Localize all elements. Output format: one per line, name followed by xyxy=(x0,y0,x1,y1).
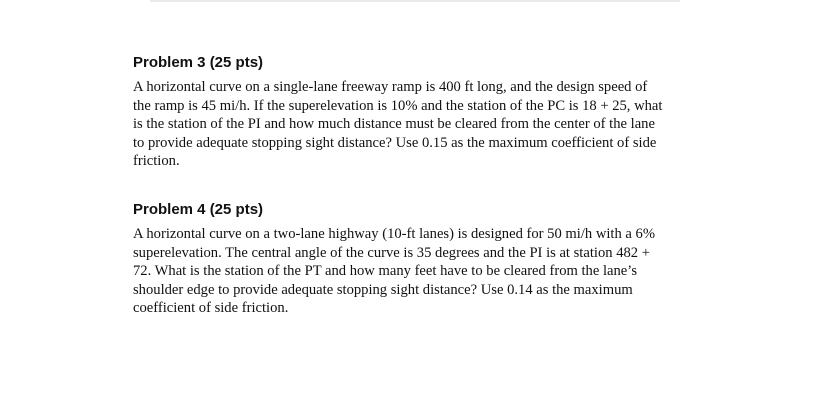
problem-4-line-1: A horizontal curve on a two-lane highway (10-ft lanes) is designed for 50 mi/h with a 6% xyxy=(133,226,655,242)
problem-4-line-2: superelevation. The central angle of the curve is 35 degrees and the PI is at station 482 + xyxy=(133,244,650,261)
problem-3 xyxy=(133,54,699,171)
problem-4-line-3: 72. What is the station of the PT and how many feet have to be cleared from the lane’s xyxy=(133,263,638,280)
problem-3-line-2: the ramp is 45 mi/h. If the superelevation is 10% and the station of the PC is 18 + 25, what xyxy=(133,97,663,114)
top-divider xyxy=(150,0,680,2)
problem-3-text xyxy=(133,78,699,171)
problem-4 xyxy=(133,201,699,318)
problem-3-heading: Problem 3 (25 pts) xyxy=(133,54,264,71)
problem-4-line-4: shoulder edge to provide adequate stopping sight distance? Use 0.14 as the maximum xyxy=(133,281,633,298)
problem-4-text xyxy=(133,225,699,318)
problem-3-line-3: is the station of the PI and how much distance must be cleared from the center of the lane xyxy=(133,116,655,133)
problem-4-heading: Problem 4 (25 pts) xyxy=(133,201,264,218)
problem-3-line-1: A horizontal curve on a single-lane freeway ramp is 400 ft long, and the design speed of xyxy=(133,79,648,95)
problem-3-line-4: to provide adequate stopping sight distance? Use 0.15 as the maximum coefficient of side xyxy=(133,134,657,151)
problem-3-line-5: friction. xyxy=(133,153,180,170)
problem-4-line-5: coefficient of side friction. xyxy=(133,300,289,317)
